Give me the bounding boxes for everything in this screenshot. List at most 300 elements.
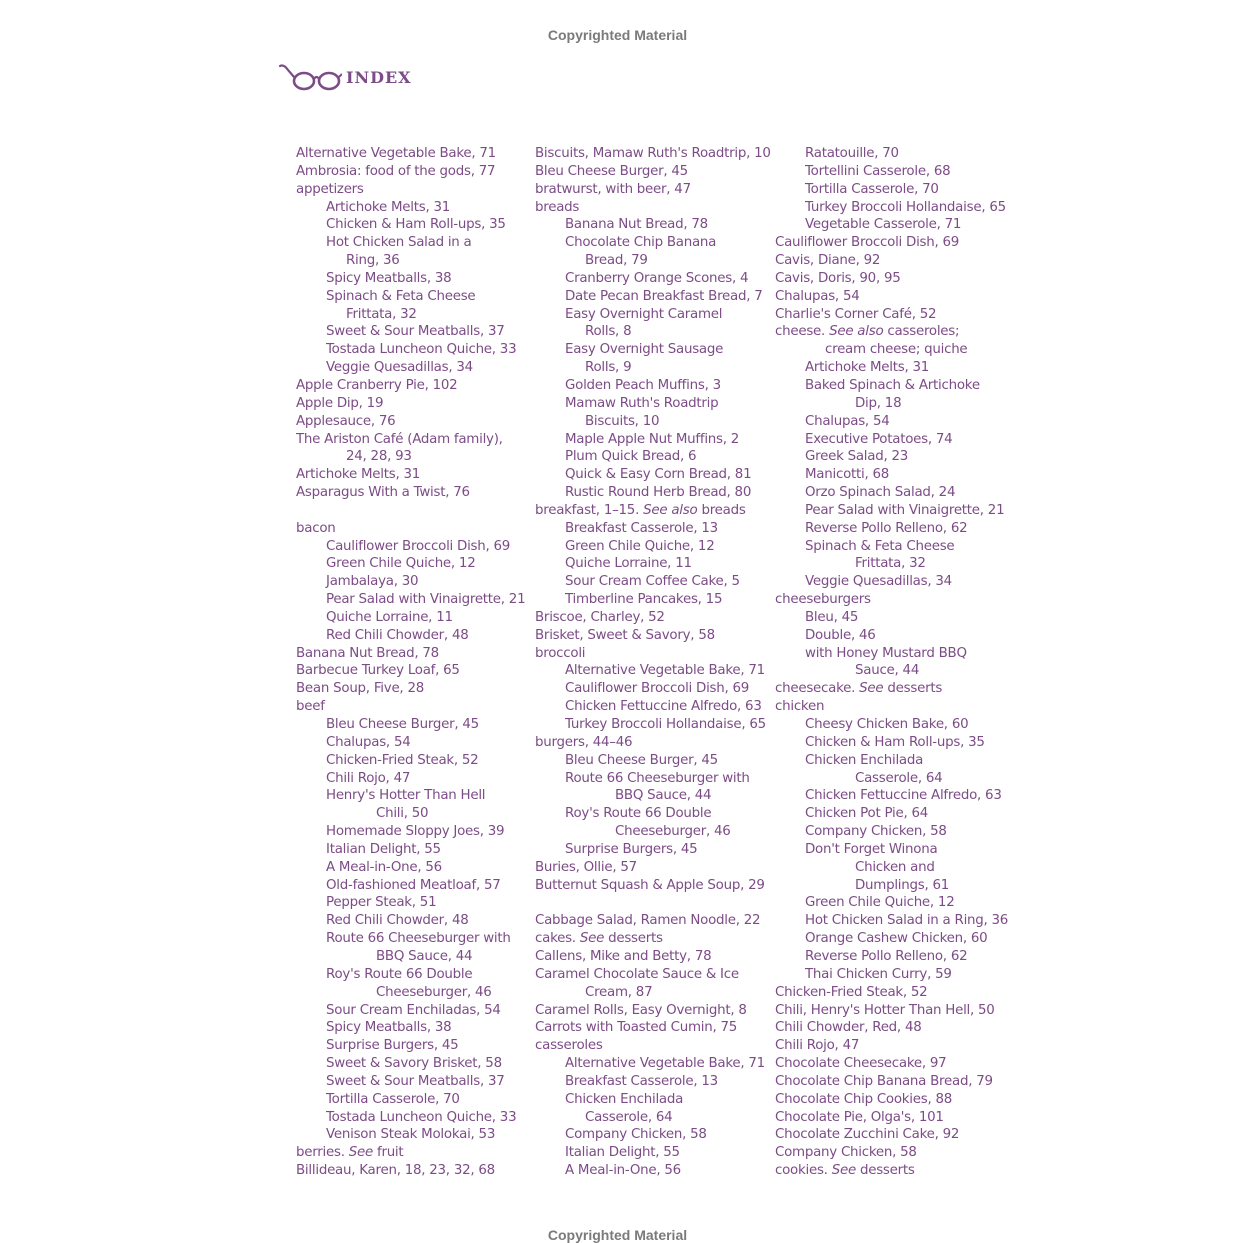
entry-text: breads [535, 199, 580, 215]
index-subentry [775, 395, 1010, 413]
index-subentry [535, 573, 770, 591]
see-target: breads [697, 502, 746, 518]
entry-text: Sour Cream Coffee Cake, 5 [565, 574, 740, 590]
index-subentry [535, 1091, 770, 1109]
index-subentry [775, 199, 1010, 217]
entry-text: Cheesy Chicken Bake, 60 [805, 717, 969, 732]
entry-text: Chocolate Cheesecake, 97 [775, 1056, 947, 1072]
entry-text: Sweet & Sour Meatballs, 37 [326, 1073, 505, 1089]
entry-text: Spicy Meatballs, 38 [326, 1020, 452, 1036]
entry-text: Veggie Quesadillas, 34 [326, 360, 473, 376]
index-subentry [775, 502, 1010, 520]
entry-text: Bleu, 45 [805, 609, 859, 625]
index-subentry [535, 395, 770, 413]
entry-text: broccoli [535, 645, 586, 661]
index-entry [535, 627, 770, 645]
index-subentry [535, 823, 770, 841]
index-subentry [775, 841, 1010, 859]
index-entry [296, 181, 531, 199]
page-title: INDEX [346, 67, 412, 87]
entry-text: Quick & Easy Corn Bread, 81 [565, 467, 752, 483]
entry-text: Italian Delight, 55 [565, 1145, 680, 1161]
index-subentry [535, 752, 770, 770]
entry-text: beef [296, 699, 325, 715]
entry-text: Bean Soup, Five, 28 [296, 681, 424, 697]
see-target: desserts [604, 931, 663, 947]
entry-text: cheeseburgers [775, 592, 871, 608]
entry-text: cheesecake. [775, 681, 856, 697]
entry-text: Date Pecan Breakfast Bread, 7 [565, 288, 763, 304]
entry-text: Bleu Cheese Burger, 45 [326, 717, 479, 732]
entry-text: Tortilla Casserole, 70 [326, 1091, 460, 1107]
index-column-1 [296, 145, 531, 1180]
entry-text: Artichoke Melts, 31 [805, 360, 929, 376]
index-subentry [535, 306, 770, 324]
entry-text: Veggie Quesadillas, 34 [805, 574, 952, 590]
entry-text: Spinach & Feta Cheese [805, 538, 955, 554]
index-subentry [296, 234, 531, 252]
see-reference: See [859, 681, 884, 697]
index-subentry [775, 538, 1010, 556]
entry-text: Green Chile Quiche, 12 [805, 895, 955, 911]
index-subentry [535, 431, 770, 449]
index-entry [535, 1037, 770, 1055]
index-subentry [296, 270, 531, 288]
index-entry [775, 252, 1010, 270]
index-subentry [775, 894, 1010, 912]
entry-text: Chalupas, 54 [326, 734, 411, 750]
entry-text: Cranberry Orange Scones, 4 [565, 270, 749, 286]
index-subentry [535, 323, 770, 341]
index-subentry [296, 199, 531, 217]
entry-text: Artichoke Melts, 31 [296, 467, 420, 483]
index-subentry [296, 341, 531, 359]
entry-text: Ratatouille, 70 [805, 146, 899, 161]
entry-text: Venison Steak Molokai, 53 [326, 1127, 496, 1143]
entry-text: Chocolate Chip Cookies, 88 [775, 1091, 953, 1107]
index-subentry [296, 1109, 531, 1127]
index-entry [535, 163, 770, 181]
index-subentry [296, 1055, 531, 1073]
index-subentry [535, 841, 770, 859]
index-subentry [296, 323, 531, 341]
entry-text: Breakfast Casserole, 13 [565, 520, 718, 536]
entry-text: Bleu Cheese Burger, 45 [535, 163, 688, 179]
entry-text: Chicken Fettuccine Alfredo, 63 [805, 788, 1002, 804]
index-entry [535, 912, 770, 930]
index-subentry [775, 181, 1010, 199]
index-subentry [775, 484, 1010, 502]
index-subentry [296, 306, 531, 324]
entry-text: Cauliflower Broccoli Dish, 69 [775, 235, 960, 251]
entry-text: Cauliflower Broccoli Dish, 69 [565, 681, 750, 697]
index-entry [775, 680, 1010, 698]
entry-text: bacon [296, 520, 336, 536]
entry-text: Carrots with Toasted Cumin, 75 [535, 1020, 738, 1036]
entry-text: Manicotti, 68 [805, 467, 890, 483]
index-subentry [535, 770, 770, 788]
entry-text: Chalupas, 54 [805, 413, 890, 429]
index-entry [296, 466, 531, 484]
entry-text: Breakfast Casserole, 13 [565, 1073, 718, 1089]
entry-text: Artichoke Melts, 31 [326, 199, 450, 215]
index-subentry [296, 841, 531, 859]
see-reference: See also [643, 502, 698, 518]
entry-text: BBQ Sauce, 44 [376, 948, 473, 964]
index-subentry [296, 859, 531, 877]
entry-text: Quiche Lorraine, 11 [326, 609, 453, 625]
entry-text: Red Chili Chowder, 48 [326, 627, 469, 643]
index-entry [535, 502, 770, 520]
entry-text: cream cheese; quiche [825, 342, 968, 358]
index-entry [296, 1162, 531, 1180]
entry-text: The Ariston Café (Adam family), [296, 431, 503, 447]
index-entry [296, 698, 531, 716]
index-subentry [775, 573, 1010, 591]
entry-text: casseroles [535, 1038, 603, 1054]
index-subentry [535, 288, 770, 306]
entry-text: Cream, 87 [585, 984, 653, 1000]
entry-text: Sauce, 44 [855, 663, 920, 679]
entry-text: Buries, Ollie, 57 [535, 859, 637, 875]
index-entry [775, 1162, 1010, 1180]
index-subentry [775, 359, 1010, 377]
index-subentry [296, 573, 531, 591]
entry-text: Apple Dip, 19 [296, 395, 384, 411]
index-subentry [296, 591, 531, 609]
entry-text: Turkey Broccoli Hollandaise, 65 [805, 199, 1006, 215]
index-subentry [775, 859, 1010, 877]
entry-text: Route 66 Cheeseburger with [565, 770, 750, 786]
entry-text: Chalupas, 54 [775, 288, 860, 304]
index-entry [296, 395, 531, 413]
index-entry [296, 431, 531, 449]
index-subentry [296, 984, 531, 1002]
index-subentry [296, 1126, 531, 1144]
entry-text: Frittata, 32 [855, 556, 926, 572]
index-subentry [296, 216, 531, 234]
entry-text: Chicken Fettuccine Alfredo, 63 [565, 699, 762, 715]
entry-text: Homemade Sloppy Joes, 39 [326, 824, 505, 840]
index-subentry [296, 359, 531, 377]
index-entry [535, 948, 770, 966]
entry-text: Charlie's Corner Café, 52 [775, 306, 937, 322]
index-entry [775, 1037, 1010, 1055]
entry-text: Chili Rojo, 47 [775, 1038, 860, 1054]
entry-text: Frittata, 32 [346, 306, 417, 322]
entry-text: Barbecue Turkey Loaf, 65 [296, 663, 460, 679]
entry-text: Biscuits, 10 [585, 413, 660, 429]
entry-text: appetizers [296, 181, 364, 197]
index-subentry [535, 1073, 770, 1091]
index-entry [775, 698, 1010, 716]
index-subentry [296, 1073, 531, 1091]
entry-text: Chicken & Ham Roll-ups, 35 [326, 217, 506, 233]
entry-text: Applesauce, 76 [296, 413, 396, 429]
entry-text: Spicy Meatballs, 38 [326, 270, 452, 286]
entry-text: Reverse Pollo Relleno, 62 [805, 520, 968, 536]
index-subentry [296, 770, 531, 788]
entry-text: Greek Salad, 23 [805, 449, 909, 465]
entry-text: Pear Salad with Vinaigrette, 21 [805, 502, 1005, 518]
index-subentry [296, 252, 531, 270]
see-reference: See also [829, 324, 884, 340]
index-entry [775, 1144, 1010, 1162]
entry-text: Chili Rojo, 47 [326, 770, 411, 786]
entry-text: cheese. [775, 324, 826, 340]
index-subentry [535, 984, 770, 1002]
index-subentry [296, 805, 531, 823]
index-subentry [535, 359, 770, 377]
entry-text: Timberline Pancakes, 15 [565, 592, 723, 608]
see-target: desserts [883, 681, 943, 697]
index-entry [296, 413, 531, 431]
index-subentry [296, 948, 531, 966]
index-subentry [296, 912, 531, 930]
entry-text: Briscoe, Charley, 52 [535, 609, 665, 625]
index-subentry [775, 930, 1010, 948]
index-subentry [296, 734, 531, 752]
entry-text: Ring, 36 [346, 253, 400, 269]
index-header [278, 62, 412, 92]
index-subentry [775, 609, 1010, 627]
entry-text: Roy's Route 66 Double [565, 806, 712, 822]
entry-text: Chili, 50 [376, 806, 429, 822]
index-subentry [775, 823, 1010, 841]
index-entry [535, 877, 770, 895]
eyeglasses-icon [278, 62, 342, 92]
index-subentry [296, 1019, 531, 1037]
entry-text: BBQ Sauce, 44 [615, 788, 712, 804]
index-entry [535, 1002, 770, 1020]
index-subentry [535, 466, 770, 484]
entry-text: Green Chile Quiche, 12 [326, 556, 476, 572]
entry-text: 24, 28, 93 [346, 449, 412, 465]
see-target: fruit [372, 1145, 404, 1161]
entry-text: Cauliflower Broccoli Dish, 69 [326, 538, 511, 554]
index-column-2 [535, 145, 770, 1180]
entry-text: Route 66 Cheeseburger with [326, 931, 511, 947]
index-subentry [775, 805, 1010, 823]
entry-text: Tortellini Casserole, 68 [805, 163, 951, 179]
entry-text: berries. [296, 1145, 345, 1161]
entry-text: Chocolate Pie, Olga's, 101 [775, 1109, 944, 1125]
entry-text: Bleu Cheese Burger, 45 [565, 752, 718, 768]
entry-text: Plum Quick Bread, 6 [565, 449, 697, 465]
see-target: desserts [855, 1163, 915, 1179]
index-subentry [775, 770, 1010, 788]
index-entry [535, 930, 770, 948]
entry-text: Rolls, 8 [585, 324, 632, 340]
entry-text: Reverse Pollo Relleno, 62 [805, 948, 968, 964]
index-subentry [775, 145, 1010, 163]
entry-text: Banana Nut Bread, 78 [565, 217, 708, 233]
entry-text: Dip, 18 [855, 395, 902, 411]
entry-text: Chicken Enchilada [565, 1091, 684, 1107]
index-entry [775, 591, 1010, 609]
index-subentry [775, 466, 1010, 484]
entry-text: Roy's Route 66 Double [326, 966, 473, 982]
index-subentry [775, 912, 1010, 930]
entry-text: Thai Chicken Curry, 59 [805, 966, 952, 982]
index-subentry [296, 627, 531, 645]
index-subentry [535, 448, 770, 466]
entry-text: A Meal-in-One, 56 [565, 1163, 681, 1179]
index-subentry [296, 555, 531, 573]
index-entry [775, 1091, 1010, 1109]
entry-text: Chicken-Fried Steak, 52 [326, 752, 479, 768]
index-subentry [535, 1162, 770, 1180]
entry-text: Tostada Luncheon Quiche, 33 [326, 1109, 517, 1125]
section-gap [535, 894, 770, 912]
index-subentry [296, 609, 531, 627]
index-entry [775, 288, 1010, 306]
entry-text: Dumplings, 61 [855, 877, 950, 893]
index-subentry [535, 1109, 770, 1127]
entry-text: with Honey Mustard BBQ [805, 645, 967, 661]
entry-text: Company Chicken, 58 [805, 824, 947, 840]
entry-text: Biscuits, Mamaw Ruth's Roadtrip, 10 [535, 146, 771, 161]
index-subentry [296, 1002, 531, 1020]
entry-text: Sweet & Savory Brisket, 58 [326, 1056, 502, 1072]
entry-text: Surprise Burgers, 45 [565, 841, 698, 857]
index-column-3 [775, 145, 1010, 1180]
entry-text: Easy Overnight Sausage [565, 342, 724, 358]
entry-text: Sweet & Sour Meatballs, 37 [326, 324, 505, 340]
index-entry [775, 234, 1010, 252]
entry-text: Callens, Mike and Betty, 78 [535, 948, 712, 964]
index-subentry [296, 877, 531, 895]
index-entry [535, 645, 770, 663]
index-subentry [296, 1037, 531, 1055]
index-entry [775, 1109, 1010, 1127]
entry-text: Hot Chicken Salad in a Ring, 36 [805, 913, 1009, 929]
index-entry [535, 734, 770, 752]
index-subentry [535, 1126, 770, 1144]
index-entry [535, 145, 770, 163]
entry-text: Mamaw Ruth's Roadtrip [565, 395, 719, 411]
index-entry [296, 484, 531, 502]
index-entry [296, 1144, 531, 1162]
index-subentry [535, 270, 770, 288]
index-subentry [535, 555, 770, 573]
entry-text: Billideau, Karen, 18, 23, 32, 68 [296, 1163, 495, 1179]
entry-text: Asparagus With a Twist, 76 [296, 485, 470, 501]
index-subentry [775, 752, 1010, 770]
entry-text: Spinach & Feta Cheese [326, 288, 476, 304]
entry-text: Brisket, Sweet & Savory, 58 [535, 627, 715, 643]
entry-text: Casserole, 64 [585, 1109, 673, 1125]
index-subentry [296, 966, 531, 984]
entry-text: Cheeseburger, 46 [376, 984, 492, 1000]
entry-text: Hot Chicken Salad in a [326, 235, 472, 251]
index-entry [535, 181, 770, 199]
entry-text: Chili Chowder, Red, 48 [775, 1020, 922, 1036]
entry-text: Maple Apple Nut Muffins, 2 [565, 431, 740, 447]
entry-text: Old-fashioned Meatloaf, 57 [326, 877, 501, 893]
index-entry [296, 163, 531, 181]
index-subentry [296, 787, 531, 805]
entry-text: cakes. [535, 931, 576, 947]
see-reference: See [348, 1145, 373, 1161]
index-subentry [535, 216, 770, 234]
entry-text: breakfast, 1–15. [535, 502, 640, 518]
index-subentry [775, 716, 1010, 734]
entry-text: Butternut Squash & Apple Soup, 29 [535, 877, 765, 893]
index-subentry [535, 413, 770, 431]
index-subentry [775, 413, 1010, 431]
entry-text: Cavis, Diane, 92 [775, 253, 881, 269]
copyright-watermark-bottom: Copyrighted Material [547, 1227, 688, 1243]
index-subentry [535, 252, 770, 270]
entry-text: Tostada Luncheon Quiche, 33 [326, 342, 517, 358]
index-entry [296, 680, 531, 698]
entry-text: cookies. [775, 1163, 828, 1179]
index-subentry [775, 734, 1010, 752]
index-entry [775, 323, 1010, 341]
index-subentry [535, 680, 770, 698]
index-subentry [775, 216, 1010, 234]
see-target: casseroles; [883, 324, 960, 340]
index-subentry [296, 288, 531, 306]
entry-text: Cabbage Salad, Ramen Noodle, 22 [535, 913, 761, 929]
index-subentry [775, 645, 1010, 663]
entry-text: Chicken & Ham Roll-ups, 35 [805, 734, 985, 750]
index-subentry [535, 591, 770, 609]
entry-text: Alternative Vegetable Bake, 71 [296, 146, 496, 161]
entry-text: Executive Potatoes, 74 [805, 431, 953, 447]
index-subentry [775, 341, 1010, 359]
entry-text: Caramel Rolls, Easy Overnight, 8 [535, 1002, 747, 1018]
index-subentry [775, 627, 1010, 645]
entry-text: Chocolate Zucchini Cake, 92 [775, 1127, 960, 1143]
index-entry [296, 662, 531, 680]
index-subentry [296, 930, 531, 948]
entry-text: Quiche Lorraine, 11 [565, 556, 692, 572]
index-entry [775, 1126, 1010, 1144]
index-subentry [775, 448, 1010, 466]
copyright-watermark-top: Copyrighted Material [547, 27, 688, 43]
entry-text: Chocolate Chip Banana Bread, 79 [775, 1073, 993, 1089]
entry-text: Rolls, 9 [585, 360, 632, 376]
index-subentry [535, 484, 770, 502]
index-subentry [296, 823, 531, 841]
index-subentry [535, 1055, 770, 1073]
entry-text: Pepper Steak, 51 [326, 895, 437, 911]
index-entry [775, 984, 1010, 1002]
index-subentry [296, 752, 531, 770]
entry-text: Chili, Henry's Hotter Than Hell, 50 [775, 1002, 995, 1018]
index-entry [296, 645, 531, 663]
index-entry [296, 520, 531, 538]
index-subentry [535, 716, 770, 734]
index-entry [775, 306, 1010, 324]
index-entry [535, 1019, 770, 1037]
entry-text: burgers, 44–46 [535, 734, 633, 750]
entry-text: Ambrosia: food of the gods, 77 [296, 163, 496, 179]
index-subentry [535, 787, 770, 805]
entry-text: Banana Nut Bread, 78 [296, 645, 439, 661]
index-entry [775, 1055, 1010, 1073]
entry-text: Vegetable Casserole, 71 [805, 217, 962, 233]
entry-text: Henry's Hotter Than Hell [326, 788, 486, 804]
entry-text: Chocolate Chip Banana [565, 235, 717, 251]
index-subentry [775, 662, 1010, 680]
index-subentry [535, 538, 770, 556]
index-subentry [535, 698, 770, 716]
entry-text: Pear Salad with Vinaigrette, 21 [326, 592, 526, 608]
entry-text: Chicken Enchilada [805, 752, 924, 768]
